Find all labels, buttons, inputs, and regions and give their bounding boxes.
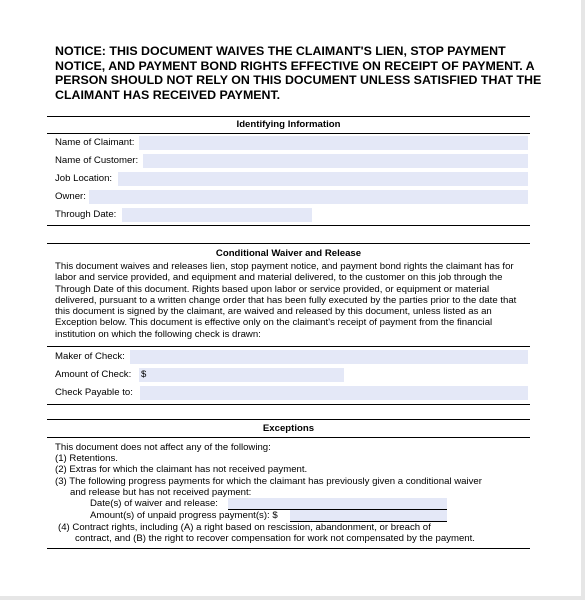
owner-label: Owner:: [55, 191, 86, 202]
waiver-title: Conditional Waiver and Release: [215, 248, 362, 259]
payable-label: Check Payable to:: [55, 387, 133, 398]
customer-field[interactable]: [143, 154, 528, 168]
section-rule: [47, 548, 530, 549]
exception-item-2: (2) Extras for which the claimant has not received payment.: [55, 464, 308, 475]
through-date-row: [55, 208, 315, 222]
job-location-field[interactable]: [118, 172, 528, 186]
waiver-body: This document waives and releases lien, stop payment notice, and payment bond rights the claimant has for labor and service provided, and equipment and material delivered, to the customer on this job through the Through Date of this document. Rights based upon labor or service provided, or equipment or material delivered, pursuant to a written change order that has been fully executed by the parties prior to the date that this document is signed by the claimant, are waived and released by this document, unless listed as an Exception below. This document is effective only on the claimant's receipt of payment from the financial institution on which the following check is drawn:: [55, 261, 517, 340]
maker-field[interactable]: [130, 350, 528, 364]
exception-item-3-cont: and release but has not received payment:: [70, 487, 252, 498]
unpaid-amount-label: Amount(s) of unpaid progress payment(s): $: [90, 510, 278, 521]
claimant-row: [55, 136, 530, 150]
page-edge: [581, 0, 585, 600]
exceptions-title: Exceptions: [262, 423, 315, 434]
identifying-title: Identifying Information: [236, 119, 341, 130]
unpaid-amount-field[interactable]: [290, 510, 447, 521]
section-rule: [47, 437, 530, 438]
amount-row: [55, 368, 345, 382]
claimant-field[interactable]: [139, 136, 528, 150]
exception-item-1: (1) Retentions.: [55, 453, 118, 464]
exception-item-4-cont: contract, and (B) the right to recover compensation for work not compensated by the payment.: [75, 533, 475, 544]
page-edge: [0, 596, 585, 600]
maker-row: [55, 350, 530, 364]
owner-row: [55, 190, 530, 204]
section-rule: [47, 116, 530, 117]
payable-field[interactable]: [140, 386, 528, 400]
through-date-label: Through Date:: [55, 209, 117, 220]
notice-heading: NOTICE: THIS DOCUMENT WAIVES THE CLAIMANT'S LIEN, STOP PAYMENT NOTICE, AND PAYMENT BOND RIGHTS EFFECTIVE ON RECEIPT OF PAYMENT. A PERSON SHOULD NOT RELY ON THIS DOCUMENT UNLESS SATISFIED THAT THE CLAIMANT HAS RECEIVED PAYMENT.: [55, 44, 542, 102]
job-location-label: Job Location:: [55, 173, 113, 184]
exception-item-4: (4) Contract rights, including (A) a right based on rescission, abandonment, or breach of: [58, 522, 431, 533]
through-date-field[interactable]: [122, 208, 312, 222]
customer-label: Name of Customer:: [55, 155, 139, 166]
customer-row: [55, 154, 530, 168]
amount-label: Amount of Check:: [55, 369, 132, 380]
section-rule: [47, 133, 530, 134]
section-rule: [47, 225, 530, 226]
exception-item-3: (3) The following progress payments for which the claimant has previously given a conditional waiver: [55, 476, 482, 487]
amount-field[interactable]: $: [139, 368, 344, 382]
section-rule: [47, 243, 530, 244]
section-rule: [47, 419, 530, 420]
maker-label: Maker of Check:: [55, 351, 125, 362]
waiver-date-label: Date(s) of waiver and release:: [90, 498, 218, 509]
section-rule: [47, 404, 530, 405]
owner-field[interactable]: [89, 190, 528, 204]
payable-row: [55, 386, 530, 400]
claimant-label: Name of Claimant:: [55, 137, 135, 148]
section-rule: [47, 346, 530, 347]
exceptions-intro: This document does not affect any of the following:: [55, 442, 271, 453]
waiver-date-field[interactable]: [228, 498, 447, 509]
job-location-row: [55, 172, 530, 186]
